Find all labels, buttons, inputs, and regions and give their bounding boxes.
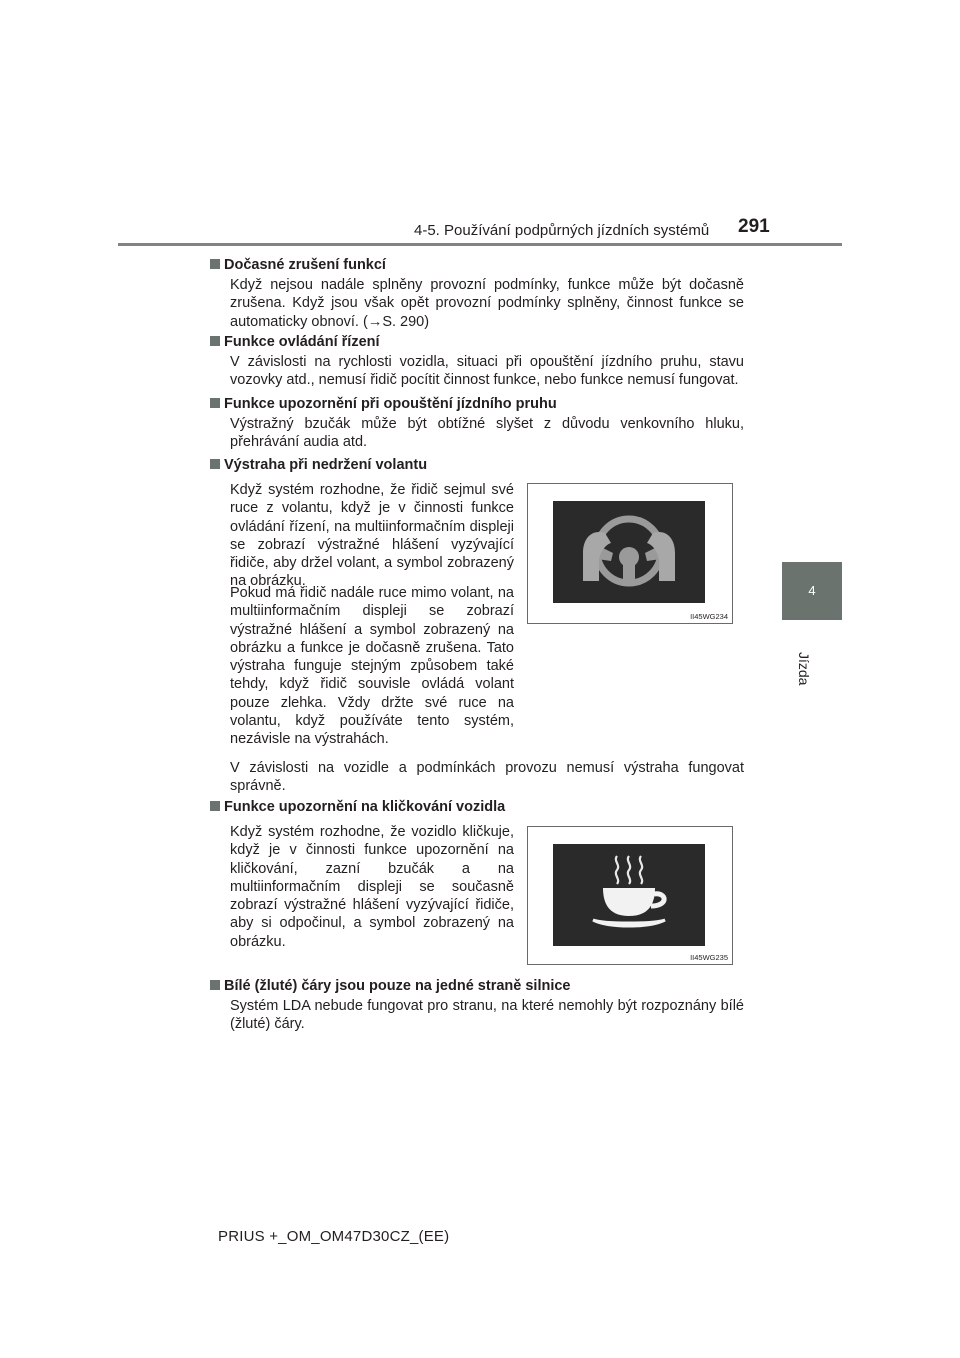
section-body: Když systém rozhodne, že vozidlo kličkuje, když je v činnosti funkce upozornění na kličkování, zazní bzučák a na multiinformačním displeji se současně zobrazí výstražné hlášení vyzývající řidiče, aby si odpočinul, a symbol zobrazený na obrázku. xyxy=(230,824,514,950)
coffee-cup-icon xyxy=(553,844,705,946)
section-body: Systém LDA nebude fungovat pro stranu, na které nemohly být rozpoznány bílé (žluté) čáry. xyxy=(230,998,744,1033)
section-heading: Funkce upozornění při opouštění jízdního pruhu xyxy=(210,396,557,412)
header-rule xyxy=(118,243,842,246)
section-heading: Výstraha při nedržení volantu xyxy=(210,457,427,473)
manual-code: PRIUS +_OM_OM47D30CZ_(EE) xyxy=(218,1228,450,1245)
chapter-label: Jízda xyxy=(796,652,812,686)
section-body-continued: Pokud má řidič nadále ruce mimo volant, na multiinformačním displeji se zobrazí výstražné hlášení a symbol zobrazený na obrázku a funkce je dočasně zrušena. Tato výstraha funguje stejným způsobem také tehdy, když řidič souvisle ovládá volant pouze zlehka. Vždy držte své ruce na volantu, když používáte tento systém, nezávisle na výstrahách. xyxy=(230,585,514,748)
section-body: V závislosti na rychlosti vozidla, situaci při opouštění jízdního pruhu, stavu vozovky atd., nemusí řidič pocítit činnost funkce, nebo funkce nemusí fungovat. xyxy=(230,354,744,389)
bullet-square-icon xyxy=(210,801,220,811)
figure-code: II45WG234 xyxy=(690,612,728,621)
display-screen xyxy=(553,501,705,603)
section-heading: Bílé (žluté) čáry jsou pouze na jedné straně silnice xyxy=(210,978,571,994)
bullet-square-icon xyxy=(210,398,220,408)
bullet-square-icon xyxy=(210,459,220,469)
figure-hands-off-warning xyxy=(527,483,733,624)
bullet-square-icon xyxy=(210,259,220,269)
section-body: Když nejsou nadále splněny provozní podmínky, funkce může být dočasně zrušena. Když jsou však opět provozní podmínky splněny, činnost funkce se automaticky obnoví. (→S. 290) xyxy=(230,277,744,330)
section-heading: Dočasné zrušení funkcí xyxy=(210,257,386,273)
figure-code: II45WG235 xyxy=(690,953,728,962)
chapter-tab: 4 xyxy=(782,562,842,620)
section-body: Výstražný bzučák může být obtížné slyšet z důvodu venkovního hluku, přehrávání audia atd. xyxy=(230,416,744,451)
bullet-square-icon xyxy=(210,980,220,990)
section-heading: Funkce ovládání řízení xyxy=(210,334,380,350)
hands-on-steering-wheel-icon xyxy=(553,501,705,603)
section-title: 4-5. Používání podpůrných jízdních systémů xyxy=(414,222,710,239)
figure-sway-warning xyxy=(527,826,733,965)
section-heading: Funkce upozornění na kličkování vozidla xyxy=(210,799,505,815)
display-screen xyxy=(553,844,705,946)
section-body: Když systém rozhodne, že řidič sejmul své ruce z volantu, když je v činnosti funkce ovládání řízení, na multiinformačním displeji se zobrazí výstražné hlášení vyzývající řidiče, aby držel volant, a symbol zobrazený na obrázku. xyxy=(230,482,514,590)
section-note: V závislosti na vozidle a podmínkách provozu nemusí výstraha fungovat správně. xyxy=(230,760,744,795)
page-number: 291 xyxy=(738,216,770,237)
bullet-square-icon xyxy=(210,336,220,346)
